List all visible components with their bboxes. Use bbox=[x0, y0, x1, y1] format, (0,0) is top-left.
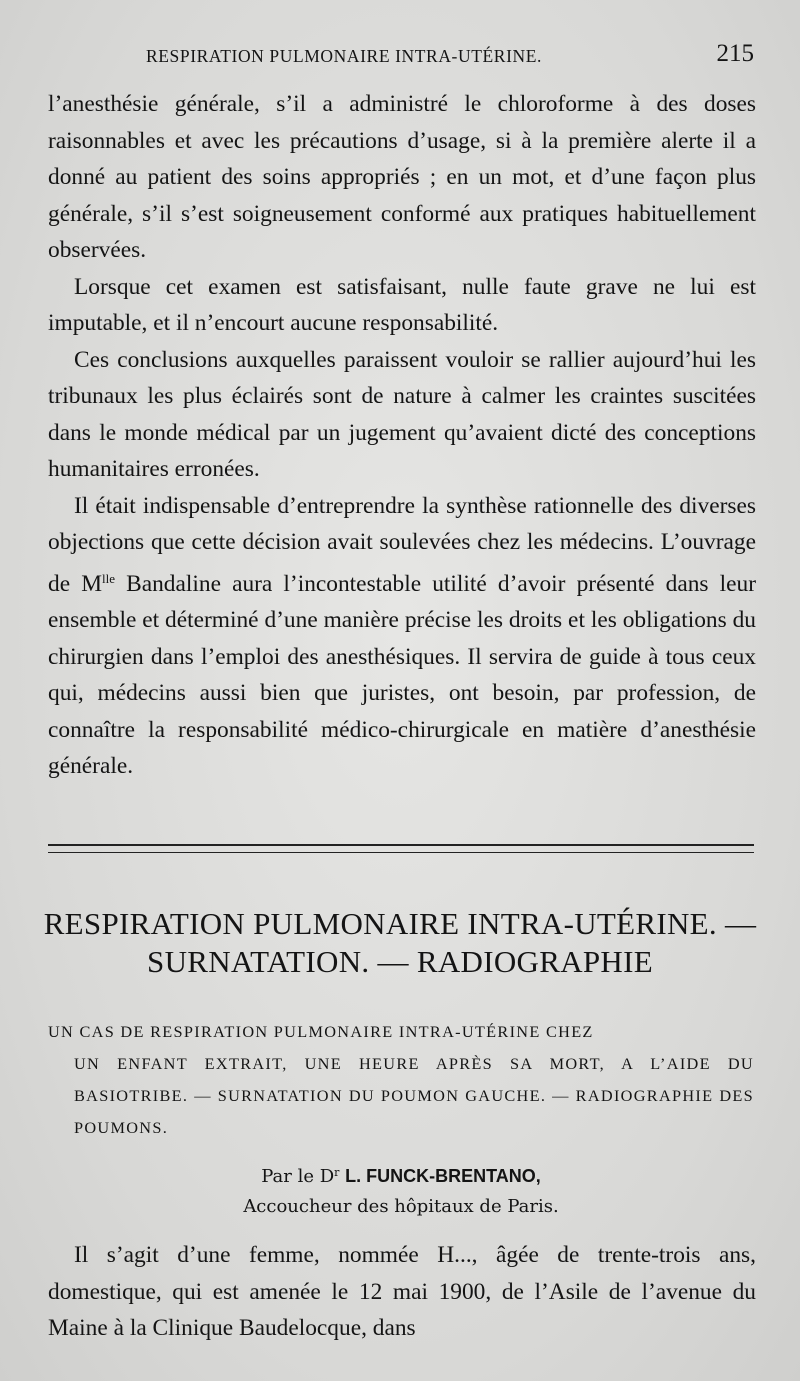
paragraph bbox=[48, 488, 756, 785]
running-head bbox=[46, 40, 756, 72]
article-subtitle bbox=[48, 1016, 754, 1144]
author-name: L. FUNCK-BRENTANO, bbox=[345, 1166, 541, 1186]
author-affiliation: Accoucheur des hôpitaux de Paris. bbox=[243, 1196, 559, 1217]
paragraph: Ces conclusions auxquelles paraissent vouloir se rallier aujourd’hui les tribunaux les plus éclairés sont de nature à calmer les craintes suscitées dans le monde médical par un jugement qu’avaient dicté des conceptions humanitaires erronées. bbox=[48, 346, 756, 482]
running-title: RESPIRATION PULMONAIRE INTRA-UTÉRINE. bbox=[146, 46, 543, 66]
paragraph: Lorsque cet examen est satisfaisant, nulle faute grave ne lui est imputable, et il n’encourt aucune responsabilité. bbox=[48, 273, 756, 336]
article-title-line: RESPIRATION PULMONAIRE INTRA-UTÉRINE. — bbox=[43, 906, 757, 941]
superscript: r bbox=[334, 1166, 340, 1179]
superscript: lle bbox=[102, 570, 115, 586]
article-subtitle-line: UN CAS DE RESPIRATION PULMONAIRE INTRA-UTÉRINE CHEZ bbox=[48, 1022, 594, 1041]
author-line bbox=[48, 1158, 754, 1192]
article-body bbox=[48, 1237, 756, 1347]
separator-rule bbox=[48, 844, 754, 846]
paragraph: Il s’agit d’une femme, nommée H..., âgée de trente-trois ans, domestique, qui est amenée le 12 mai 1900, de l’Asile de l’avenue du Maine à la Clinique Baudelocque, dans bbox=[48, 1242, 756, 1341]
article-title bbox=[40, 905, 760, 981]
page-number: 215 bbox=[716, 40, 754, 67]
paragraph-text: Il était indispensable d’entreprendre la synthèse rationnelle des diverses objections que cette décision avait soulevées chez les médecins. L’ouvrage de M bbox=[48, 492, 756, 597]
article-subtitle-rest: UN ENFANT EXTRAIT, UNE HEURE APRÈS SA MORT, A L’AIDE DU BASIOTRIBE. — SURNATATION DU POUMON GAUCHE. — RADIOGRAPHIE DES POUMONS. bbox=[74, 1054, 754, 1137]
previous-article-text bbox=[48, 86, 756, 785]
article-title-line: SURNATATION. — RADIOGRAPHIE bbox=[147, 944, 653, 979]
paragraph-text: Bandaline aura l’incontestable utilité d’avoir présenté dans leur ensemble et déterminé d’une manière précise les droits et les obligations du chirurgien dans l’emploi des anesthésiques. Il servira de guide à tous ceux qui, médecins aussi bien que juristes, ont besoin, par profession, de connaître la responsabilité médico-chirurgicale en matière d’anesthésie générale. bbox=[48, 570, 756, 779]
paragraph-continuation: l’anesthésie générale, s’il a administré le chloroforme à des doses raisonnables et avec les précautions d’usage, si à la première alerte il a donné au patient des soins appropriés ; en un mot, et d’une façon plus générale, s’il s’est soigneusement conformé aux pratiques habituellement observées. bbox=[48, 91, 756, 263]
section-separator bbox=[48, 844, 754, 853]
byline bbox=[48, 1158, 754, 1222]
byline-prefix: Par le D bbox=[261, 1166, 335, 1187]
separator-rule bbox=[48, 852, 754, 853]
